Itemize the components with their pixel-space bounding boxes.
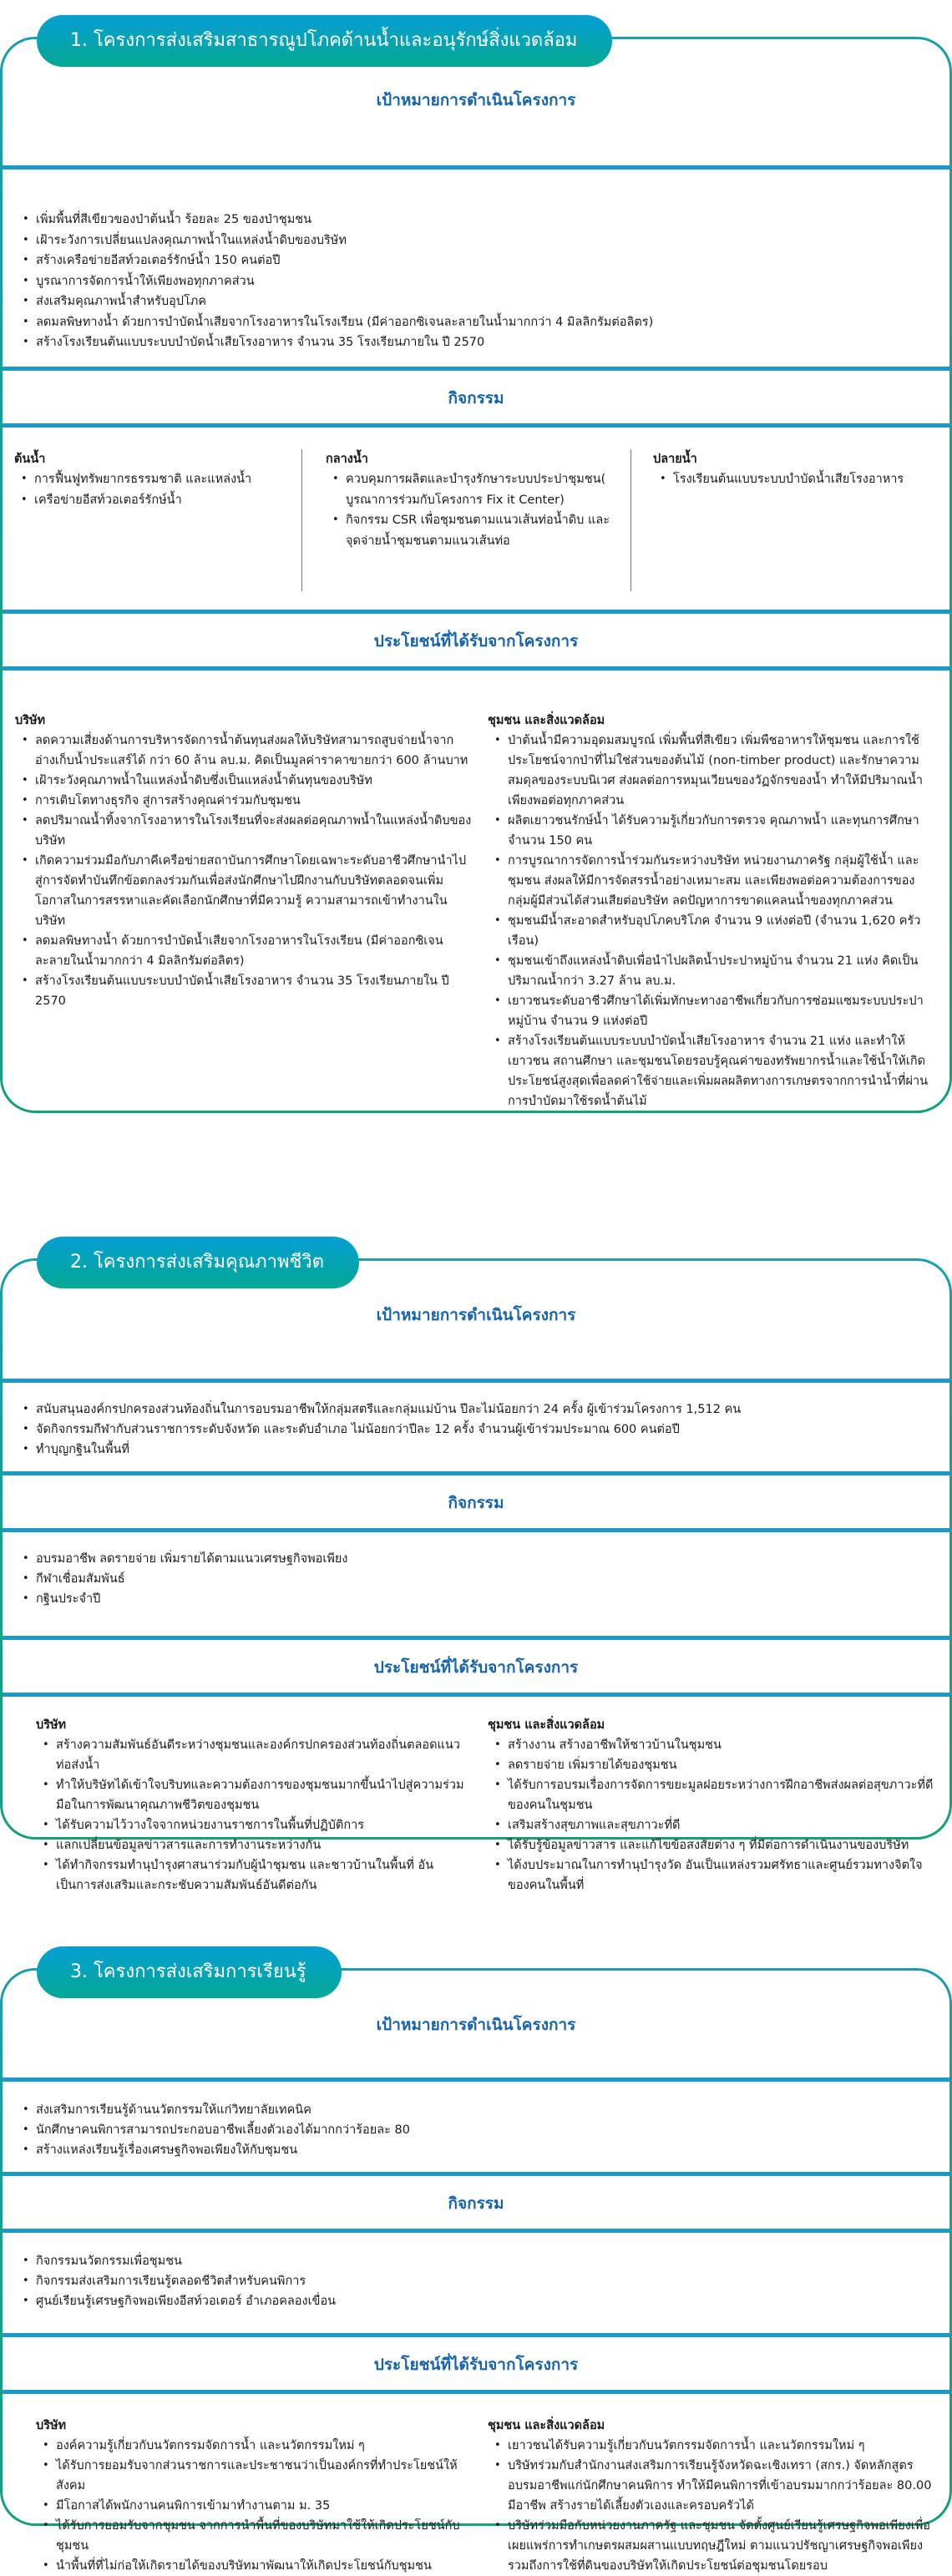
benefit-item: • สร้างงาน สร้างอาชีพให้ชาวบ้านในชุมชน: [488, 1735, 935, 1755]
benefits-company: [3, 711, 481, 1111]
benefit-item: • ได้ทำกิจกรรมทำนุบำรุงศาสนาร่วมกับผู้นำชุมชน และชาวบ้านในพื้นที่ อันเป็นการส่งเสริมและกระชับความสัมพันธ์อันดีต่อกัน: [36, 1855, 473, 1895]
benefit-item: • เสริมสร้างสุขภาพและสุขภาวะที่ดี: [488, 1815, 935, 1835]
project-card: [0, 1968, 952, 2573]
benefits-community: [481, 711, 949, 1111]
benefits-community: [481, 1715, 949, 1895]
goals-header: เป้าหมายการดำเนินโครงการ: [376, 91, 576, 109]
benefit-item: • ทำให้บริษัทได้เข้าใจบริบทและความต้องการของชุมชนมากขึ้นนำไปสู่ความร่วมมือในการพัฒนาคุณภาพชีวิตของชุมชน: [36, 1775, 473, 1815]
goal-item: • สนับสนุนองค์กรปกครองส่วนท้องถิ่นในการอบรมอาชีพให้กลุ่มสตรีและกลุ่มแม่บ้าน ปีละไม่น้อยกว่า 24 ครั้ง ผู้เข้าร่วมโครงการ 1,512 คน: [16, 1399, 936, 1420]
goal-item: • บูรณาการจัดการน้ำให้เพียงพอทุกภาคส่วน: [16, 271, 936, 292]
benefit-item: • เฝ้าระวังคุณภาพน้ำในแหล่งน้ำดิบซึ่งเป็นแหล่งน้ำต้นทุนของบริษัท: [15, 771, 473, 791]
activity-item: • กิจกรรม CSR เพื่อชุมชนตามแนวเส้นท่อน้ำดิบ และจุดจ่ายน้ำชุมชนตามแนวเส้นท่อ: [326, 510, 619, 551]
activities-header: กิจกรรม: [448, 389, 504, 407]
benefits-header: ประโยชน์ที่ได้รับจากโครงการ: [373, 632, 579, 650]
goal-item: • ส่งเสริมคุณภาพน้ำสำหรับอุปโภค: [16, 291, 936, 312]
benefits-community-title: ชุมชน และสิ่งแวดล้อม: [488, 1718, 605, 1732]
activity-item: • โรงเรียนต้นแบบระบบบำบัดน้ำเสียโรงอาหาร: [653, 469, 936, 490]
benefits-community-title: ชุมชน และสิ่งแวดล้อม: [488, 714, 605, 727]
activity-item: • ศูนย์เรียนรู้เศรษฐกิจพอเพียงอีสท์วอเตอร์ อำเภอคลองเขื่อน: [16, 2291, 936, 2311]
activity-item: • กฐินประจำปี: [16, 1589, 936, 1609]
benefit-item: • ลดรายจ่าย เพิ่มรายได้ของชุมชน: [488, 1755, 935, 1775]
activities-section: [3, 1532, 949, 1636]
benefits-company-title: บริษัท: [36, 2419, 67, 2432]
activity-item: • อบรมอาชีพ ลดรายจ่าย เพิ่มรายได้ตามแนวเศรษฐกิจพอเพียง: [16, 1549, 936, 1569]
benefit-item: • เกิดความร่วมมือกับภาคีเครือข่ายสถาบันการศึกษาโดยเฉพาะระดับอาชีวศึกษานำไปสู่การจัดทำบันทึกข้อตกลงร่วมกันเพื่อส่งนักศึกษาไปฝึกงานกับบริษัทตลอดจนเพิ่มโอกาสในการสรรหาและคัดเลือกนักศึกษาที่มีความรู้ ความสามารถเข้าทำงานในบริษัท: [15, 851, 473, 931]
project-quality-of-life: [0, 1222, 952, 1892]
activity-column-title: ปลายน้ำ: [653, 453, 697, 466]
activity-column-upstream: [3, 449, 301, 610]
activity-item: • กิจกรรมนวัตกรรมเพื่อชุมชน: [16, 2251, 936, 2271]
benefit-item: • ลดมลพิษทางน้ำ ด้วยการบำบัดน้ำเสียจากโรงอาหารในโรงเรียน (มีค่าออกซิเจนละลายในน้ำมากกว่า 4 มิลลิกรัมต่อลิตร): [15, 931, 473, 971]
project-card: [0, 1258, 952, 1892]
benefits-company: [3, 2416, 481, 2576]
benefits-header: ประโยชน์ที่ได้รับจากโครงการ: [373, 2356, 579, 2374]
activity-item: • กิจกรรมส่งเสริมการเรียนรู้ตลอดชีวิตสำหรับคนพิการ: [16, 2271, 936, 2291]
goal-item: • สร้างโรงเรียนต้นแบบระบบบำบัดน้ำเสียโรงอาหาร จำนวน 35 โรงเรียนภายใน ปี 2570: [16, 332, 936, 353]
benefit-item: • บริษัทร่วมกับสำนักงานส่งเสริมการเรียนรู้จังหวัดฉะเชิงเทรา (สกร.) จัดหลักสูตรอบรมอาชีพแก่นักศึกษาคนพิการ ทำให้มีคนพิการที่เข้าอบรมมากกว่าร้อยละ 80.00 มีอาชีพ สร้างรายได้เลี้ยงตัวเองและครอบครัวได้: [488, 2456, 935, 2516]
project-title: 3. โครงการส่งเสริมการเรียนรู้: [37, 1946, 342, 1998]
activity-item: • การฟื้นฟูทรัพยากรธรรมชาติ และแหล่งน้ำ: [14, 469, 290, 490]
benefit-item: • เยาวชนได้รับความรู้เกี่ยวกับนวัตกรรมจัดการน้ำ และนวัตกรรมใหม่ ๆ: [488, 2436, 935, 2456]
benefit-item: • ได้รับการยอมรับจากส่วนราชการและประชาชนว่าเป็นองค์กรที่ทำประโยชน์ให้สังคม: [36, 2456, 473, 2496]
goal-item: • สร้างเครือข่ายอีสท์วอเตอร์รักษ์น้ำ 150 คนต่อปี: [16, 251, 936, 271]
benefit-item: • ป่าต้นน้ำมีความอุดมสมบูรณ์ เพิ่มพื้นที่สีเขียว เพิ่มพืชอาหารให้ชุมชน และการใช้ประโยชน์จากป่าที่ไม่ใช่ส่วนของต้นไม้ (non-timber product) และรักษาความสมดุลของระบบนิเวศ ส่งผลต่อการหมุนเวียนของวัฏจักรของน้ำ ทำให้มีปริมาณน้ำเพียงพอต่อทุกภาคส่วน: [488, 731, 935, 811]
goals-header: เป้าหมายการดำเนินโครงการ: [376, 2016, 576, 2034]
benefit-item: • สร้างความสัมพันธ์อันดีระหว่างชุมชนและองค์กรปกครองส่วนท้องถิ่นตลอดแนวท่อส่งน้ำ: [36, 1735, 473, 1775]
activities-header: กิจกรรม: [448, 1494, 504, 1512]
benefit-item: • ลดปริมาณน้ำทิ้งจากโรงอาหารในโรงเรียนที่จะส่งผลต่อคุณภาพน้ำในแหล่งน้ำดิบของบริษัท: [15, 811, 473, 851]
goal-item: • ทำบุญกฐินในพื้นที่: [16, 1440, 936, 1460]
benefit-item: • เยาวชนระดับอาชีวศึกษาได้เพิ่มทักษะทางอาชีพเกี่ยวกับการซ่อมแซมระบบประปาหมู่บ้าน จำนวน 9 แห่งต่อปี: [488, 991, 935, 1031]
activity-column-midstream: [301, 449, 630, 591]
benefits-section: [3, 671, 949, 1111]
benefit-item: • สร้างโรงเรียนต้นแบบระบบบำบัดน้ำเสียโรงอาหาร จำนวน 35 โรงเรียนภายใน ปี 2570: [15, 971, 473, 1011]
goals-section: [3, 1383, 949, 1471]
goal-item: • เฝ้าระวังการเปลี่ยนแปลงคุณภาพน้ำในแหล่งน้ำดิบของบริษัท: [16, 230, 936, 251]
benefit-item: • การเติบโตทางธุรกิจ สู่การสร้างคุณค่าร่วมกับชุมชน: [15, 791, 473, 811]
activity-column-title: กลางน้ำ: [326, 453, 368, 466]
benefit-item: • สร้างโรงเรียนต้นแบบระบบบำบัดน้ำเสียโรงอาหาร จำนวน 21 แห่ง และทำให้เยาวชน สถานศึกษา และชุมชนโดยรอบรู้คุณค่าของทรัพยากรน้ำและใช้น้ำให้เกิดประโยชน์สูงสุดเพื่อลดค่าใช้จ่ายและเพิ่มผลผลิตทางการเกษตรจากการนำน้ำที่ผ่านการบำบัดมาใช้รดน้ำต้นไม้: [488, 1031, 935, 1111]
activity-column-title: ต้นน้ำ: [14, 453, 46, 466]
benefits-community-title: ชุมชน และสิ่งแวดล้อม: [488, 2419, 605, 2432]
goals-section: [3, 2082, 949, 2172]
activity-item: • กีฬาเชื่อมสัมพันธ์: [16, 1569, 936, 1589]
project-learning: [0, 1931, 952, 2573]
goals-section: [3, 170, 949, 367]
benefits-company-title: บริษัท: [36, 1718, 67, 1732]
project-title: 2. โครงการส่งเสริมคุณภาพชีวิต: [37, 1237, 359, 1288]
benefit-item: • มีโอกาสได้พนักงานคนพิการเข้ามาทำงานตาม ม. 35: [36, 2496, 473, 2516]
benefit-item: • ได้งบประมาณในการทำนุบำรุงวัด อันเป็นแหล่งรวมศรัทธาและศูนย์รวมทางจิตใจของคนในพื้นที่: [488, 1855, 935, 1895]
goals-list: [16, 210, 936, 353]
goal-item: • สร้างแหล่งเรียนรู้เรื่องเศรษฐกิจพอเพียงให้กับชุมชน: [16, 2140, 936, 2160]
benefits-community: [481, 2416, 949, 2576]
benefits-company-title: บริษัท: [15, 714, 46, 727]
benefits-company: [3, 1715, 481, 1895]
activities-header: กิจกรรม: [448, 2194, 504, 2213]
benefit-item: • ลดความเสี่ยงด้านการบริหารจัดการน้ำต้นทุนส่งผลให้บริษัทสามารถสูบจ่ายน้ำจากอ่างเก็บน้ำประแสร์ได้ กว่า 60 ล้าน ลบ.ม. คิดเป็นมูลค่าราคาขายกว่า 600 ล้านบาท: [15, 731, 473, 771]
goal-item: • จัดกิจกรรมกีฬากับส่วนราชการระดับจังหวัด และระดับอำเภอ ไม่น้อยกว่าปีละ 12 ครั้ง จำนวนผู้เข้าร่วมประมาณ 600 คนต่อปี: [16, 1420, 936, 1440]
goal-item: • เพิ่มพื้นที่สีเขียวของป่าต้นน้ำ ร้อยละ 25 ของป่าชุมชน: [16, 210, 936, 230]
benefit-item: • ชุมชนเข้าถึงแหล่งน้ำดิบเพื่อนำไปผลิตน้ำประปาหมู่บ้าน จำนวน 21 แห่ง คิดเป็นปริมาณน้ำกว่า 3.27 ล้าน ลบ.ม.: [488, 951, 935, 991]
goal-item: • นักศึกษาคนพิการสามารถประกอบอาชีพเลี้ยงตัวเองได้มากกว่าร้อยละ 80: [16, 2120, 936, 2140]
benefits-header: ประโยชน์ที่ได้รับจากโครงการ: [373, 1658, 579, 1677]
benefit-item: • ผลิตเยาวชนรักษ์น้ำ ได้รับความรู้เกี่ยวกับการตรวจ คุณภาพน้ำ และทุนการศึกษาจำนวน 150 คน: [488, 811, 935, 851]
benefit-item: • ได้รับรู้ข้อมูลข่าวสาร และแก้ไขข้อสงสัยต่าง ๆ ที่มีต่อการดำเนินงานของบริษัท: [488, 1835, 935, 1855]
project-water-environment: [0, 0, 952, 1113]
benefit-item: • องค์ความรู้เกี่ยวกับนวัตกรรมจัดการน้ำ และนวัตกรรมใหม่ ๆ: [36, 2436, 473, 2456]
benefit-item: • ชุมชนมีน้ำสะอาดสำหรับอุปโภคบริโภค จำนวน 9 แห่งต่อปี (จำนวน 1,620 ครัวเรือน): [488, 911, 935, 951]
benefit-item: • ได้รับการอบรมเรื่องการจัดการขยะมูลฝอยระหว่างการฝึกอาชีพส่งผลต่อสุขภาวะที่ดีของคนในชุมชน: [488, 1775, 935, 1815]
benefit-item: • ได้รับความไว้วางใจจากหน่วยงานราชการในพื้นที่ปฏิบัติการ: [36, 1815, 473, 1835]
project-title: 1. โครงการส่งเสริมสาธารณูปโภคด้านน้ำและอนุรักษ์สิ่งแวดล้อม: [37, 15, 612, 67]
benefit-item: • แลกเปลี่ยนข้อมูลข่าวสารและการทำงานระหว่างกัน: [36, 1835, 473, 1855]
activity-item: • เครือข่ายอีสท์วอเตอร์รักษ์น้ำ: [14, 490, 290, 511]
project-card: [0, 37, 952, 1113]
benefit-item: • นำพื้นที่ที่ไม่ก่อให้เกิดรายได้ของบริษัทมาพัฒนาให้เกิดประโยชน์กับชุมชน: [36, 2556, 473, 2576]
benefits-section: [3, 2394, 949, 2576]
goal-item: • ลดมลพิษทางน้ำ ด้วยการบำบัดน้ำเสียจากโรงอาหารในโรงเรียน (มีค่าออกซิเจนละลายในน้ำมากกว่า 4 มิลลิกรัมต่อลิตร): [16, 312, 936, 333]
benefit-item: • ได้รับการยอมรับจากชุมชน จากการนำพื้นที่ของบริษัทมาใช้ให้เกิดประโยชน์กับชุมชน: [36, 2516, 473, 2556]
activities-section: [3, 428, 949, 610]
activity-item: • ควบคุมการผลิตและบำรุงรักษาระบบประปาชุมชน( บูรณาการร่วมกับโครงการ Fix it Center): [326, 469, 619, 510]
benefit-item: • บริษัทร่วมมือกับหน่วยงานภาครัฐ และชุมชน จัดตั้งศูนย์เรียนรู้เศรษฐกิจพอเพียงเพื่อเผยแพร่การทำเกษตรผสมผสานแบบทฤษฎีใหม่ ตามแนวปรัชญาเศรษฐกิจพอเพียง รวมถึงการใช้ที่ดินของบริษัทให้เกิดประโยชน์ต่อชุมชนโดยรอบ: [488, 2516, 935, 2576]
benefit-item: • การบูรณาการจัดการน้ำร่วมกันระหว่างบริษัท หน่วยงานภาครัฐ กลุ่มผู้ใช้น้ำ และชุมชน ส่งผลให้มีการจัดสรรน้ำอย่างเหมาะสม และเพียงพอต่อความต้องการของกลุ่มผู้มีส่วนได้ส่วนเสียต่อบริษัท ลดปัญหาการขาดแคลนน้ำของทุกภาคส่วน: [488, 851, 935, 911]
activity-column-downstream: [630, 449, 948, 591]
activities-section: [3, 2233, 949, 2333]
goals-header: เป้าหมายการดำเนินโครงการ: [376, 1306, 576, 1324]
benefits-section: [3, 1697, 949, 1895]
goal-item: • ส่งเสริมการเรียนรู้ด้านนวัตกรรมให้แก่วิทยาลัยเทคนิค: [16, 2100, 936, 2120]
